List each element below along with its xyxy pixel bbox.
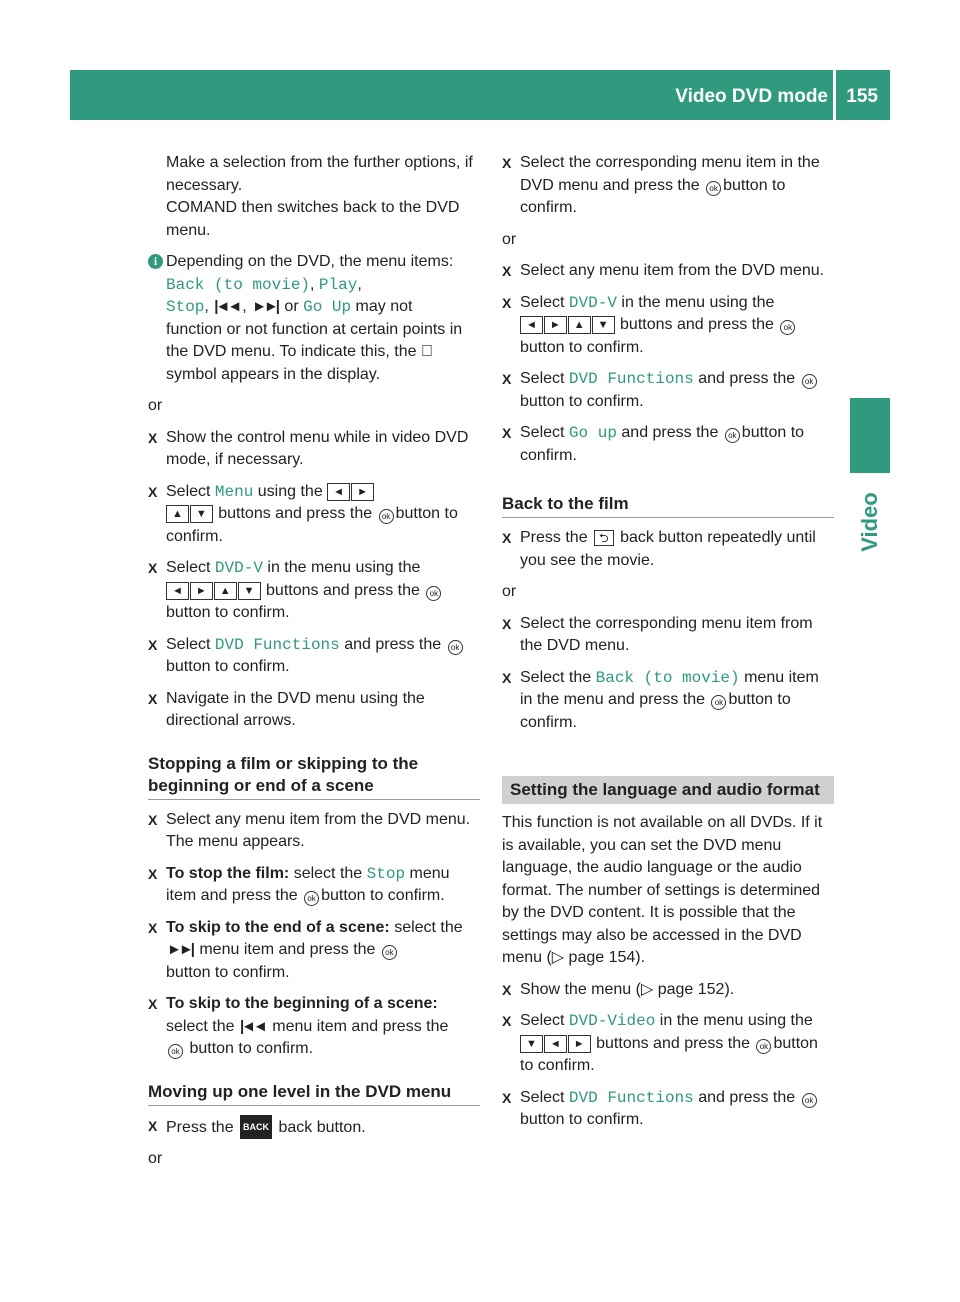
section-heading-shaded: Setting the language and audio format xyxy=(502,776,834,804)
or-text: or xyxy=(148,1150,163,1167)
left-arrow-key-icon: ◄ xyxy=(327,483,350,501)
menu-command: Back (to movie) xyxy=(166,275,311,294)
ok-button-icon: ok xyxy=(448,640,463,655)
list-item: X Select the corresponding menu item in the DVD menu and press the ok button to confirm. xyxy=(502,152,834,220)
right-column xyxy=(502,152,834,1132)
side-tab-label: Video xyxy=(857,492,882,552)
section-heading: Moving up one level in the DVD menu xyxy=(148,1081,480,1106)
section-heading: Back to the film xyxy=(502,493,834,518)
ok-button-icon: ok xyxy=(725,428,740,443)
list-item: X Select DVD-V in the menu using the ◄ ► ▲ ▼ buttons and press the okbutton to confirm. xyxy=(148,557,480,625)
menu-command: Stop xyxy=(166,298,205,316)
ok-button-icon: ok xyxy=(780,320,795,335)
up-arrow-key-icon: ▲ xyxy=(214,582,237,600)
paragraph: COMAND then switches back to the DVD menu. xyxy=(166,199,460,239)
list-item: X To skip to the end of a scene: select the ►►| menu item and press the ok button to confirm. xyxy=(148,917,480,985)
list-item: X Press the ⮌ back button repeatedly until you see the movie. xyxy=(502,527,834,572)
page-number: 155 xyxy=(846,86,878,107)
list-item: X Select the Back (to movie) menu item in the menu and press the ok button to confirm. xyxy=(502,667,834,735)
ok-button-icon: ok xyxy=(711,695,726,710)
list-item: X Select Menu using the ◄ ► ▲ ▼ buttons and press the ok button to confirm. xyxy=(148,481,480,549)
ok-button-icon: ok xyxy=(802,374,817,389)
list-item: X To skip to the beginning of a scene: select the |◄◄ menu item and press the ok button to confirm. xyxy=(148,993,480,1061)
or-text: or xyxy=(502,230,517,248)
ok-button-icon: ok xyxy=(304,891,319,906)
left-arrow-key-icon: ◄ xyxy=(520,316,543,334)
ok-button-icon: ok xyxy=(379,509,394,524)
skip-forward-icon: ►►| xyxy=(252,298,277,315)
paragraph: Make a selection from the further options, if necessary. xyxy=(166,154,473,194)
list-item: X Select Go up and press the ok button to confirm. xyxy=(502,422,834,467)
ok-button-icon: ok xyxy=(756,1039,771,1054)
right-arrow-key-icon: ► xyxy=(568,1035,591,1053)
return-button-icon: ⮌ xyxy=(594,530,614,546)
list-item: X Select the corresponding menu item from the DVD menu. xyxy=(502,613,834,658)
down-arrow-key-icon: ▼ xyxy=(238,582,261,600)
up-arrow-key-icon: ▲ xyxy=(568,316,591,334)
list-item: X Press the BACK back button. xyxy=(148,1115,480,1140)
list-item: X Select DVD Functions and press the ok button to confirm. xyxy=(502,368,834,413)
ok-button-icon: ok xyxy=(168,1044,183,1059)
list-item: X Select DVD-V in the menu using the ◄ ► ▲ ▼ buttons and press the okbutton to confirm. xyxy=(502,292,834,360)
section-title: Video DVD mode xyxy=(675,86,828,107)
info-note: i Depending on the DVD, the menu items: Back (to movie), Play, Stop, |◄◄ , ►►| or Go Up may not function or not function at certain points in the DVD menu. To indicate this, the symbol appears in the display. xyxy=(148,251,480,386)
header-divider xyxy=(833,70,836,120)
or-text: or xyxy=(148,397,163,414)
info-icon: i xyxy=(148,254,163,269)
ok-button-icon: ok xyxy=(382,945,397,960)
or-text: or xyxy=(502,583,517,600)
side-tab-marker xyxy=(850,398,890,473)
down-arrow-key-icon: ▼ xyxy=(592,316,615,334)
section-heading: Stopping a film or skipping to the beginning or end of a scene xyxy=(148,753,480,800)
menu-command: Play xyxy=(318,275,358,294)
ok-button-icon: ok xyxy=(426,586,441,601)
list-item: X Select any menu item from the DVD menu. The menu appears. xyxy=(148,809,480,854)
list-item: X Select DVD Functions and press the ok button to confirm. xyxy=(148,634,480,679)
up-arrow-key-icon: ▲ xyxy=(166,505,189,523)
down-arrow-key-icon: ▼ xyxy=(520,1035,543,1053)
list-item: X Navigate in the DVD menu using the directional arrows. xyxy=(148,688,480,733)
list-item: X Select DVD Functions and press the ok button to confirm. xyxy=(502,1087,834,1132)
right-arrow-key-icon: ► xyxy=(351,483,374,501)
menu-command: Go Up xyxy=(303,298,352,316)
left-arrow-key-icon: ◄ xyxy=(544,1035,567,1053)
list-item: X Show the menu (▷ page 152). xyxy=(502,979,834,1002)
skip-back-icon: |◄◄ xyxy=(214,298,240,315)
list-item: X Show the control menu while in video DVD mode, if necessary. xyxy=(148,427,480,472)
ok-button-icon: ok xyxy=(802,1093,817,1108)
back-key-icon: BACK xyxy=(240,1115,272,1140)
right-arrow-key-icon: ► xyxy=(544,316,567,334)
down-arrow-key-icon: ▼ xyxy=(190,505,213,523)
paragraph: This function is not available on all DVDs. If it is available, you can set the DVD menu language, the audio language or the audio format. The number of settings is determined by the DVD content. It is possible that the settings may also be accessed in the DVD menu (▷ page 154). xyxy=(502,814,823,966)
header-bar xyxy=(70,70,890,120)
right-arrow-key-icon: ► xyxy=(190,582,213,600)
left-arrow-key-icon: ◄ xyxy=(166,582,189,600)
ok-button-icon: ok xyxy=(706,181,721,196)
left-column xyxy=(148,152,480,1171)
list-item: X Select DVD-Video in the menu using the ▼ ◄ ► buttons and press the ok button to confirm. xyxy=(502,1010,834,1078)
skip-back-icon: |◄◄ xyxy=(239,1017,265,1035)
list-item: X To stop the film: select the Stop menu item and press the ok button to confirm. xyxy=(148,863,480,908)
skip-forward-icon: ►►| xyxy=(167,941,192,958)
list-item: X Select any menu item from the DVD menu. xyxy=(502,260,834,283)
